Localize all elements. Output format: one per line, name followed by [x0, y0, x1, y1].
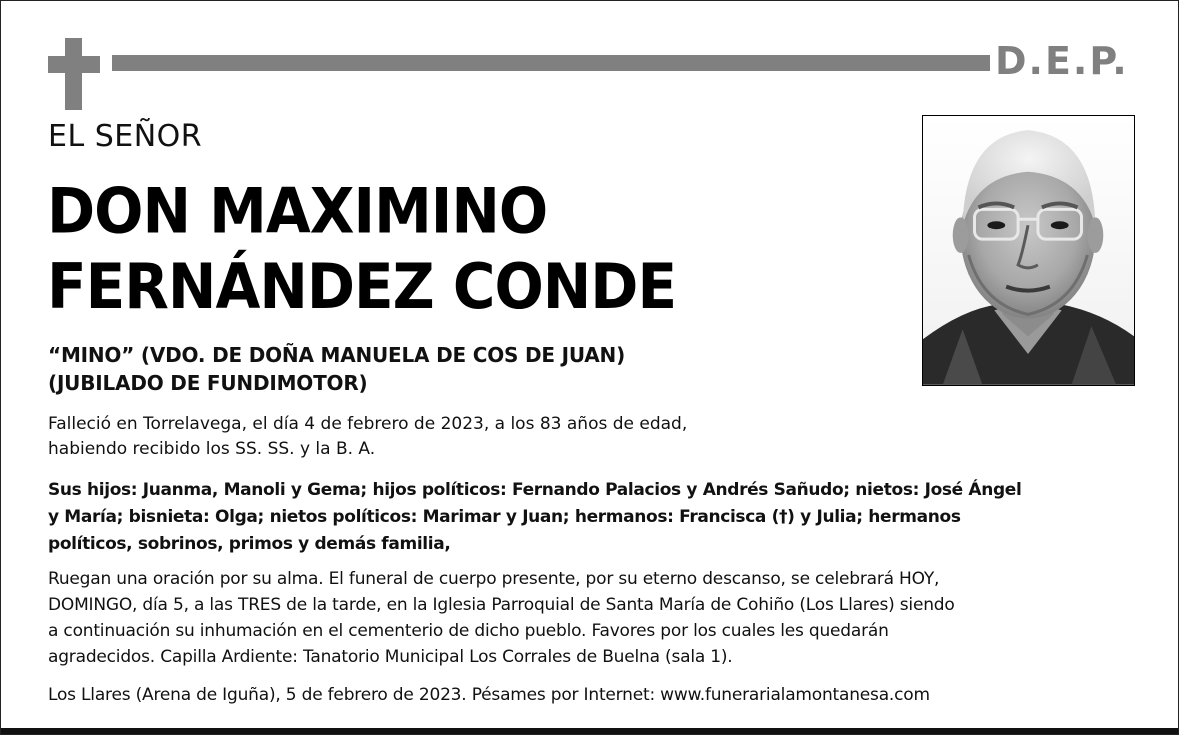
family-paragraph	[48, 477, 1148, 558]
death-paragraph	[48, 412, 687, 462]
header-rule	[112, 55, 990, 71]
subtitle-line-1: “MINO” (VDO. DE DOÑA MANUELA DE COS DE JUAN)	[48, 343, 626, 367]
deceased-name-line-2: FERNÁNDEZ CONDE	[47, 249, 677, 324]
funeral-line-2: DOMINGO, día 5, a las TRES de la tarde, en la Iglesia Parroquial de Santa María de Cohiño (Los Llares) siendo	[48, 595, 955, 615]
deceased-name-line-1: DON MAXIMINO	[47, 174, 548, 248]
closing-line: Los Llares (Arena de Iguña), 5 de febrero de 2023. Pésames por Internet: www.funerarialamontanesa.com	[48, 685, 930, 705]
honorific-label: EL SEÑOR	[48, 119, 203, 154]
family-line-3: políticos, sobrinos, primos y demás familia,	[48, 534, 451, 554]
funeral-paragraph	[48, 566, 1158, 670]
latin-cross-icon	[48, 38, 100, 110]
death-line-2: habiendo recibido los SS. SS. y la B. A.	[48, 439, 376, 459]
family-line-1: Sus hijos: Juanma, Manoli y Gema; hijos políticos: Fernando Palacios y Andrés Sañudo; nietos: José Ángel	[48, 480, 1022, 500]
portrait-photo	[922, 115, 1135, 386]
subtitle	[48, 341, 625, 397]
funeral-line-4: agradecidos. Capilla Ardiente: Tanatorio Municipal Los Corrales de Buelna (sala 1).	[48, 647, 733, 667]
funeral-line-3: a continuación su inhumación en el cementerio de dicho pueblo. Favores por los cuales les quedarán	[48, 621, 889, 641]
bottom-rule	[1, 728, 1178, 734]
deceased-name	[47, 173, 907, 324]
family-line-2: y María; bisnieta: Olga; nietos políticos: Marimar y Juan; hermanos: Francisca (†) y Julia; hermanos	[48, 507, 961, 527]
death-line-1: Falleció en Torrelavega, el día 4 de febrero de 2023, a los 83 años de edad,	[48, 414, 688, 434]
funeral-line-1: Ruegan una oración por su alma. El funeral de cuerpo presente, por su eterno descanso, se celebrará HOY,	[48, 569, 940, 589]
subtitle-line-2: (JUBILADO DE FUNDIMOTOR)	[48, 371, 368, 395]
dep-label: D.E.P.	[995, 39, 1129, 83]
portrait-photo-icon	[923, 116, 1134, 385]
